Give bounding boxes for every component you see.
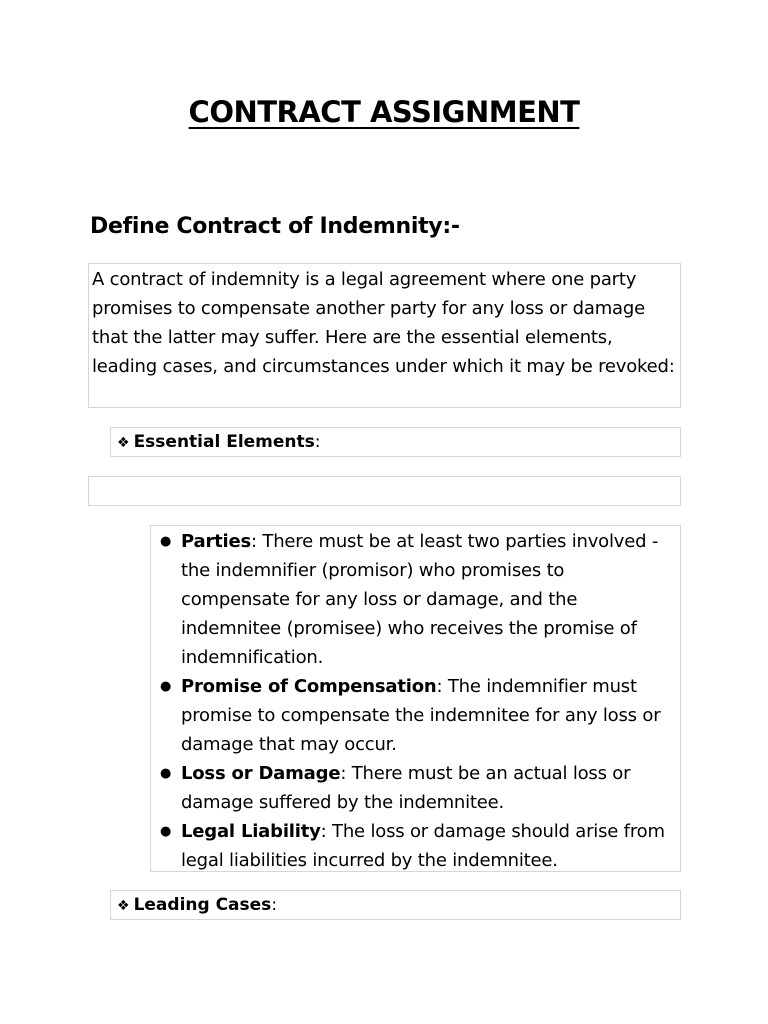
document-title: CONTRACT ASSIGNMENT <box>188 95 580 129</box>
section-label: Essential Elements <box>133 432 315 452</box>
elements-list <box>151 527 672 875</box>
section-suffix: : <box>314 432 321 452</box>
round-bullet-icon: ● <box>160 679 172 694</box>
round-bullet-icon: ● <box>160 534 172 549</box>
round-bullet-icon: ● <box>160 824 172 839</box>
list-item <box>160 759 672 817</box>
list-item-term: Promise of Compensation <box>181 676 437 697</box>
section-leading-cases <box>110 890 681 920</box>
list-item-text: : There must be an actual loss or damage suffered by the indemnitee. <box>181 763 631 813</box>
intro-paragraph: A contract of indemnity is a legal agreement where one party promises to compensate another party for any loss or damage that the latter may suffer. Here are the essential elements, leading cases, and circumstances under which it may be revoked: <box>88 263 681 408</box>
list-item-term: Parties <box>181 531 252 552</box>
elements-list-box <box>150 525 681 872</box>
list-item <box>160 817 672 875</box>
empty-box <box>88 476 681 506</box>
section-label: Leading Cases <box>133 895 272 915</box>
list-item-term: Legal Liability <box>181 821 321 842</box>
list-item-text: : There must be at least two parties involved - the indemnifier (promisor) who promises to compensate for any loss or damage, and the indemnitee (promisee) who receives the promise of indemnification. <box>181 531 659 668</box>
list-item-text: : The indemnifier must promise to compensate the indemnitee for any loss or damage that may occur. <box>181 676 661 755</box>
section-heading: Define Contract of Indemnity:- <box>90 214 460 239</box>
diamond-bullet-icon: ❖ <box>117 898 130 914</box>
diamond-bullet-icon: ❖ <box>117 435 130 451</box>
list-item <box>160 672 672 759</box>
section-suffix: : <box>271 895 278 915</box>
list-item <box>160 527 672 672</box>
list-item-text: : The loss or damage should arise from legal liabilities incurred by the indemnitee. <box>181 821 665 871</box>
round-bullet-icon: ● <box>160 766 172 781</box>
section-essential-elements <box>110 427 681 457</box>
list-item-term: Loss or Damage <box>181 763 341 784</box>
